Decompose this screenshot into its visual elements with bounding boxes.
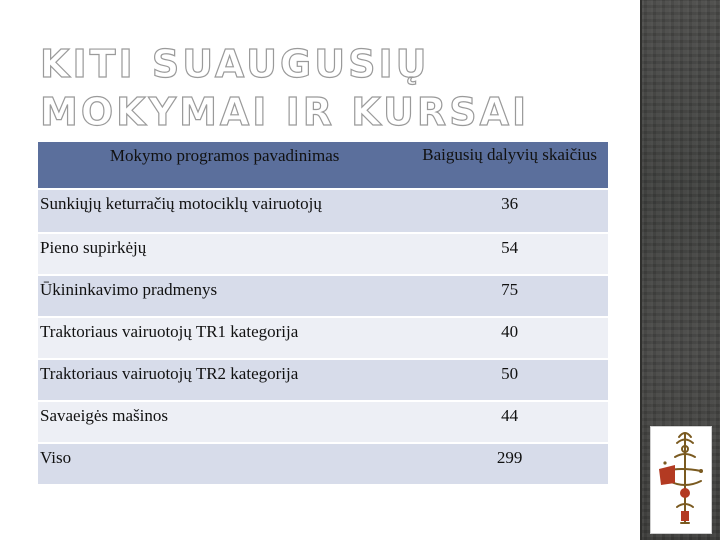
- graduates-count: 50: [411, 360, 608, 400]
- total-label: Viso: [38, 444, 411, 484]
- table-row: [38, 402, 608, 442]
- graduates-count: 44: [411, 402, 608, 442]
- program-name: Pieno supirkėjų: [38, 234, 411, 274]
- table-row: [38, 190, 608, 232]
- table-row: [38, 318, 608, 358]
- program-name: Savaeigės mašinos: [38, 402, 411, 442]
- table-row: [38, 360, 608, 400]
- program-name: Traktoriaus vairuotojų TR2 kategorija: [38, 360, 411, 400]
- program-name: Traktoriaus vairuotojų TR1 kategorija: [38, 318, 411, 358]
- table-total-row: [38, 444, 608, 484]
- header-program-name: Mokymo programos pavadinimas: [38, 142, 411, 188]
- graduates-count: 54: [411, 234, 608, 274]
- table-row: [38, 276, 608, 316]
- graduates-count: 75: [411, 276, 608, 316]
- total-value: 299: [411, 444, 608, 484]
- slide-title: KITI SUAUGUSIŲ MOKYMAI IR KURSAI: [40, 42, 530, 134]
- program-name: Sunkiųjų keturračių motociklų vairuotojų: [38, 190, 411, 232]
- header-graduates-count: Baigusių dalyvių skaičius: [411, 142, 608, 188]
- table-header-row: [38, 142, 608, 188]
- program-name: Ūkininkavimo pradmenys: [38, 276, 411, 316]
- table-row: [38, 234, 608, 274]
- graduates-count: 40: [411, 318, 608, 358]
- graduates-count: 36: [411, 190, 608, 232]
- school-emblem-icon: [650, 426, 712, 534]
- courses-table: [38, 140, 608, 486]
